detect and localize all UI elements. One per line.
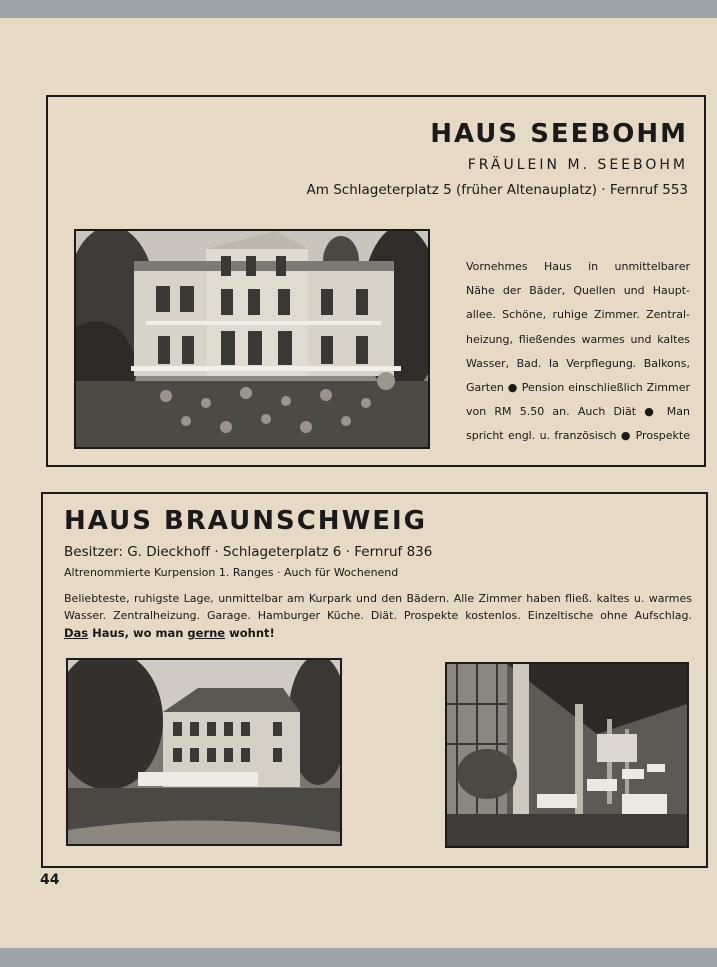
description-line: Wasser, Bad. Ia Verpflegung. Balkons, [466,356,690,370]
description-line: spricht engl. u. französisch ● Prospekte [466,429,690,443]
ad-haus-seebohm [46,95,706,467]
ad-title: HAUS SEEBOHM [430,119,688,149]
ad-title: HAUS BRAUNSCHWEIG [64,506,428,536]
description-line: heizung, fließendes warmes und kaltes [466,332,690,346]
description-line: Beliebteste, ruhigste Lage, unmittelbar am Kurpark und den Bädern. Alle Zimmer haben fließ. kaltes u. warmes [64,592,692,605]
description-line: Vornehmes Haus in unmittelbarer [466,260,690,273]
page-number: 44 [40,872,60,888]
description-line: Wasser. Zentralheizung. Garage. Hamburger Küche. Diät. Prospekte kostenlos. Einzeltische ohne Aufschlag. [64,609,692,622]
description-line: von RM 5.50 an. Auch Diät ● Man [466,405,690,419]
slogan-word: Das [64,626,89,640]
slogan-word: gerne [187,626,226,640]
villa-photo [74,229,430,449]
veranda-dining-photo [445,662,689,848]
ad-subtitle: Altrenommierte Kurpension 1. Ranges · Auch für Wochenend [64,566,399,579]
ad-haus-braunschweig [41,492,708,868]
ad-owner: Besitzer: G. Dieckhoff · Schlageterplatz 6 · Fernruf 836 [64,544,433,560]
description-line: Garten ● Pension einschließlich Zimmer [466,381,690,395]
description-line: allee. Schöne, ruhige Zimmer. Zentral- [466,308,690,322]
pension-exterior-photo [66,658,342,846]
ad-slogan [64,626,275,640]
ad-description [466,255,690,449]
ad-owner: FRÄULEIN M. SEEBOHM [467,157,688,173]
ad-address: Am Schlageterplatz 5 (früher Altenauplatz) · Fernruf 553 [306,182,688,198]
slogan-word: wohnt! [225,626,275,640]
description-line: Nähe der Bäder, Quellen und Haupt- [466,284,690,298]
catalog-page [0,18,717,948]
slogan-word: Haus, wo man [88,626,188,640]
ad-description [64,590,692,624]
